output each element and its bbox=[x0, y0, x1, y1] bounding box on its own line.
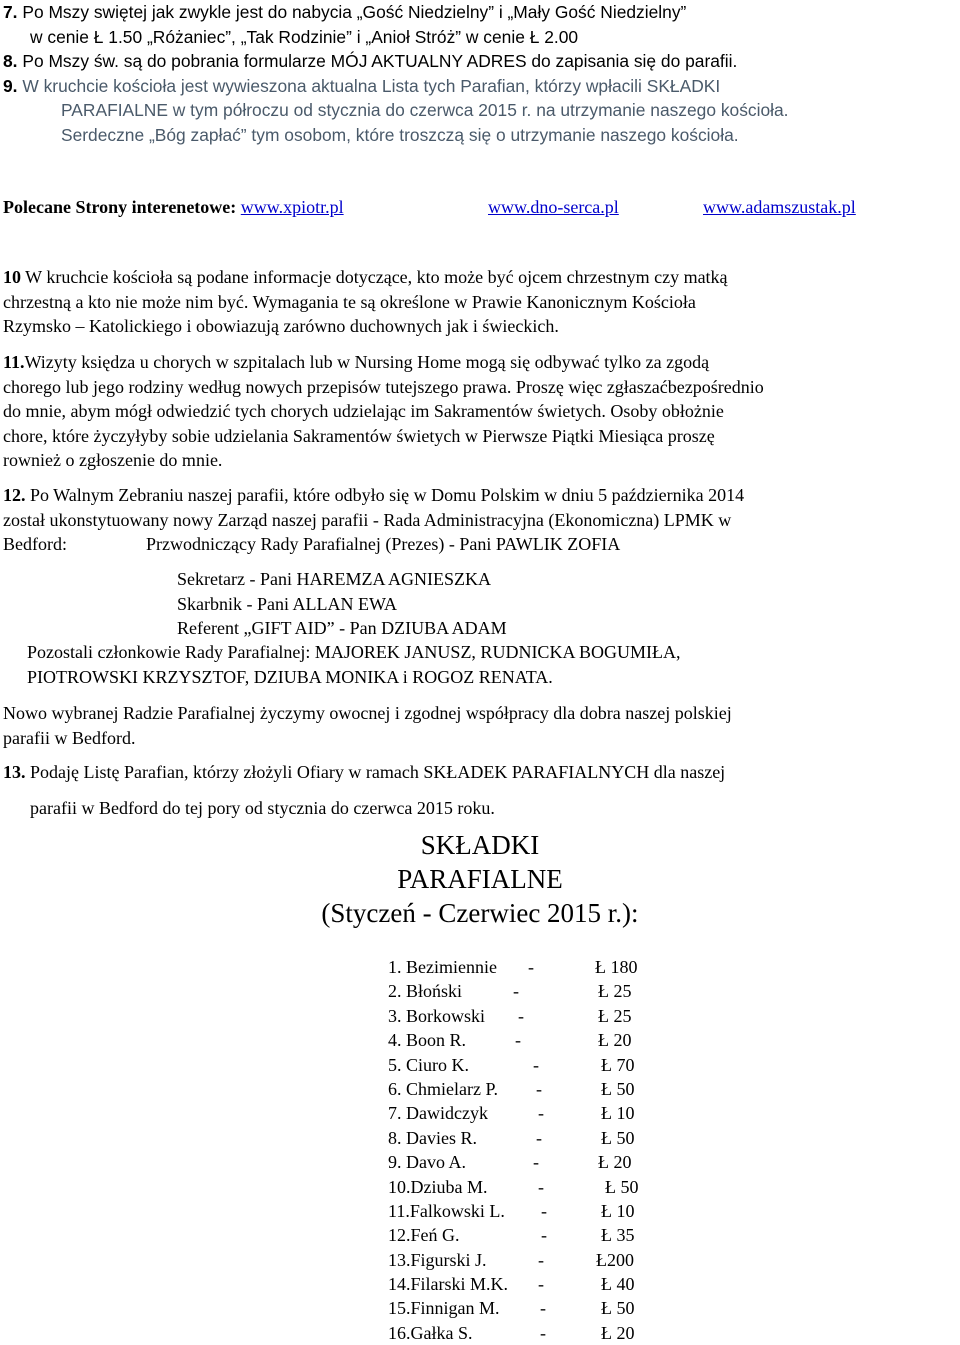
donor-name: 9. Davo A. bbox=[388, 1152, 466, 1173]
donor-dash: - bbox=[538, 1103, 544, 1124]
item-13: 13. Podaję Listę Parafian, którzy złożyli Ofiary w ramach SKŁADEK PARAFIALNYCH dla naszej parafii w Bedford do tej pory od stycznia do czerwca 2015 roku. bbox=[3, 762, 726, 818]
donor-amount: Ł 10 bbox=[601, 1200, 635, 1221]
donor-dash: - bbox=[515, 1030, 521, 1051]
item-11: 11.Wizyty księdza u chorych w szpitalach lub w Nursing Home mogą się odbywać tylko za zgodą chorego lub jego rodziny według nowych przepisów tutejszego prawa. Proszę więc zgłaszaćbezpośrednio do mnie, abym mógł odwiedzić tych chorych udzielając im Sakramentów świetych. Osoby obłożnie chore, które życzyłyby sobie udzielania Sakramentów świetych w Pierwsze Piątki Miesiąca proszę rownież o zgłoszenie do mnie. bbox=[3, 352, 764, 470]
item-7-line-2: w cenie Ł 1.50 „Różaniec”, „Tak Rodzinie” i „Anioł Stróż” w cenie Ł 2.00 bbox=[30, 26, 579, 47]
donor-name: 12.Feń G. bbox=[388, 1225, 460, 1246]
donor-dash: - bbox=[540, 1322, 546, 1343]
donor-name: 10.Dziuba M. bbox=[388, 1176, 488, 1197]
donor-amount: Ł 50 bbox=[601, 1127, 635, 1148]
donor-dash: - bbox=[533, 1054, 539, 1075]
donor-amount: Ł 40 bbox=[601, 1274, 635, 1295]
donor-row bbox=[388, 1004, 688, 1028]
item-9-line-3: Serdeczne „Bóg zapłać” tym osobom, które troszczą się o utrzymanie naszego kościoła. bbox=[61, 124, 739, 145]
donor-amount: Ł 10 bbox=[601, 1103, 635, 1124]
item-7-line-1: 7. Po Mszy swiętej jak zwykle jest do nabycia „Gość Niedzielny” i „Mały Gość Niedzielny” bbox=[3, 2, 687, 22]
websites-label: Polecane Strony interenetowe: bbox=[3, 197, 237, 217]
link-xpiotr[interactable]: www.xpiotr.pl bbox=[240, 197, 344, 217]
item-8: 8. Po Mszy św. są do pobrania formularze MÓJ AKTUALNY ADRES do zapisania się do parafii. bbox=[3, 51, 738, 71]
donor-amount: Ł 180 bbox=[595, 957, 638, 977]
donor-name: 7. Dawidczyk bbox=[388, 1103, 488, 1124]
donor-dash: - bbox=[536, 1078, 542, 1099]
donor-row bbox=[388, 1248, 688, 1272]
council-members bbox=[177, 567, 954, 641]
donor-amount: Ł 50 bbox=[601, 1298, 635, 1319]
donor-name: 11.Falkowski L. bbox=[388, 1200, 505, 1221]
donor-dash: - bbox=[541, 1200, 547, 1221]
donor-name: 16.Gałka S. bbox=[388, 1322, 473, 1343]
donor-amount: Ł 20 bbox=[598, 1030, 632, 1051]
donor-row bbox=[388, 1053, 688, 1077]
donor-name: 4. Boon R. bbox=[388, 1030, 467, 1051]
donor-dash: - bbox=[538, 1274, 544, 1295]
council-wishes: Nowo wybranej Radzie Parafialnej życzymy owocnej i zgodnej współpracy dla dobra naszej polskiej parafii w Bedford. bbox=[3, 703, 732, 748]
donor-dash: - bbox=[538, 1249, 544, 1270]
donor-dash: - bbox=[540, 1298, 546, 1319]
donor-amount: Ł 50 bbox=[601, 1078, 635, 1099]
page-title: SKŁADKI PARAFIALNE (Styczeń - Czerwiec 2015 r.): bbox=[321, 830, 639, 928]
donor-name: 2. Błoński bbox=[388, 981, 463, 1002]
link-dno-serca[interactable]: www.dno-serca.pl bbox=[488, 197, 619, 217]
donor-dash: - bbox=[538, 1176, 544, 1197]
donor-amount: Ł 50 bbox=[605, 1176, 639, 1197]
donor-row bbox=[388, 1223, 688, 1247]
donor-name: 15.Finnigan M. bbox=[388, 1298, 500, 1319]
donor-row bbox=[388, 1150, 688, 1174]
donor-row bbox=[388, 1199, 688, 1223]
recommended-websites bbox=[3, 195, 954, 220]
secretary: Sekretarz - Pani HAREMZA AGNIESZKA bbox=[177, 569, 491, 589]
donor-dash: - bbox=[536, 1127, 542, 1148]
donor-row bbox=[388, 1321, 688, 1345]
donor-row bbox=[388, 1272, 688, 1296]
donor-name: 6. Chmielarz P. bbox=[388, 1078, 498, 1099]
donor-dash: - bbox=[513, 981, 519, 1002]
donor-list bbox=[388, 955, 688, 1345]
donor-row bbox=[388, 1126, 688, 1150]
donor-name: 14.Filarski M.K. bbox=[388, 1274, 509, 1295]
donor-row bbox=[388, 1077, 688, 1101]
donor-amount: Ł 25 bbox=[598, 981, 632, 1002]
donor-name: 3. Borkowski bbox=[388, 1005, 486, 1026]
donor-dash: - bbox=[528, 957, 534, 977]
donor-name: 8. Davies R. bbox=[388, 1127, 477, 1148]
item-12: 12. Po Walnym Zebraniu naszej parafii, które odbyło się w Domu Polskim w dniu 5 października 2014 został ukonstytuowany nowy Zarząd naszej parafii - Rada Administracyjna (Ekonomiczna) LPMK w Bedford: Przwodniczący Rady Parafialnej (Prezes) - Pani PAWLIK ZOFIA bbox=[3, 485, 745, 554]
donor-row bbox=[388, 979, 688, 1003]
donor-row bbox=[388, 1296, 688, 1320]
donor-row bbox=[388, 1175, 688, 1199]
donor-row bbox=[388, 1028, 688, 1052]
donor-dash: - bbox=[533, 1152, 539, 1173]
donor-name: 1. Bezimiennie bbox=[388, 957, 497, 977]
donor-row bbox=[388, 955, 688, 979]
link-adamszustak[interactable]: www.adamszustak.pl bbox=[703, 197, 856, 217]
donor-amount: Ł 25 bbox=[598, 1005, 632, 1026]
donor-amount: Ł200 bbox=[596, 1249, 634, 1270]
donor-name: 13.Figurski J. bbox=[388, 1249, 487, 1270]
announcements-7-9 bbox=[3, 0, 954, 147]
donor-name: 5. Ciuro K. bbox=[388, 1054, 469, 1075]
donor-amount: Ł 20 bbox=[601, 1322, 635, 1343]
donor-amount: Ł 70 bbox=[601, 1054, 635, 1075]
donor-dash: - bbox=[541, 1225, 547, 1246]
donor-dash: - bbox=[518, 1005, 524, 1026]
item-10: 10 W kruchcie kościoła są podane informacje dotyczące, kto może być ojcem chrzestnym czy matką chrzestną a kto nie może nim być. Wymagania te są określone w Prawie Kanonicznym Kościoła Rzymsko – Katolickiego i obowiazują zarówno duchownych jak i świeckich. bbox=[3, 267, 728, 336]
donor-amount: Ł 35 bbox=[601, 1225, 635, 1246]
gift-aid-referent: Referent „GIFT AID” - Pan DZIUBA ADAM bbox=[177, 618, 507, 638]
other-members: Pozostali członkowie Rady Parafialnej: MAJOREK JANUSZ, RUDNICKA BOGUMIŁA, PIOTROWSKI KRZYSZTOF, DZIUBA MONIKA i ROGOZ RENATA. bbox=[27, 642, 681, 687]
item-9-line-1: 9. W kruchcie kościoła jest wywieszona aktualna Lista tych Parafian, którzy wpłacili SKŁADKI bbox=[3, 75, 721, 96]
donor-amount: Ł 20 bbox=[598, 1152, 632, 1173]
treasurer: Skarbnik - Pani ALLAN EWA bbox=[177, 593, 397, 614]
donor-row bbox=[388, 1101, 688, 1125]
item-9-line-2: PARAFIALNE w tym półroczu od stycznia do czerwca 2015 r. na utrzymanie naszego kościoła. bbox=[61, 100, 789, 120]
